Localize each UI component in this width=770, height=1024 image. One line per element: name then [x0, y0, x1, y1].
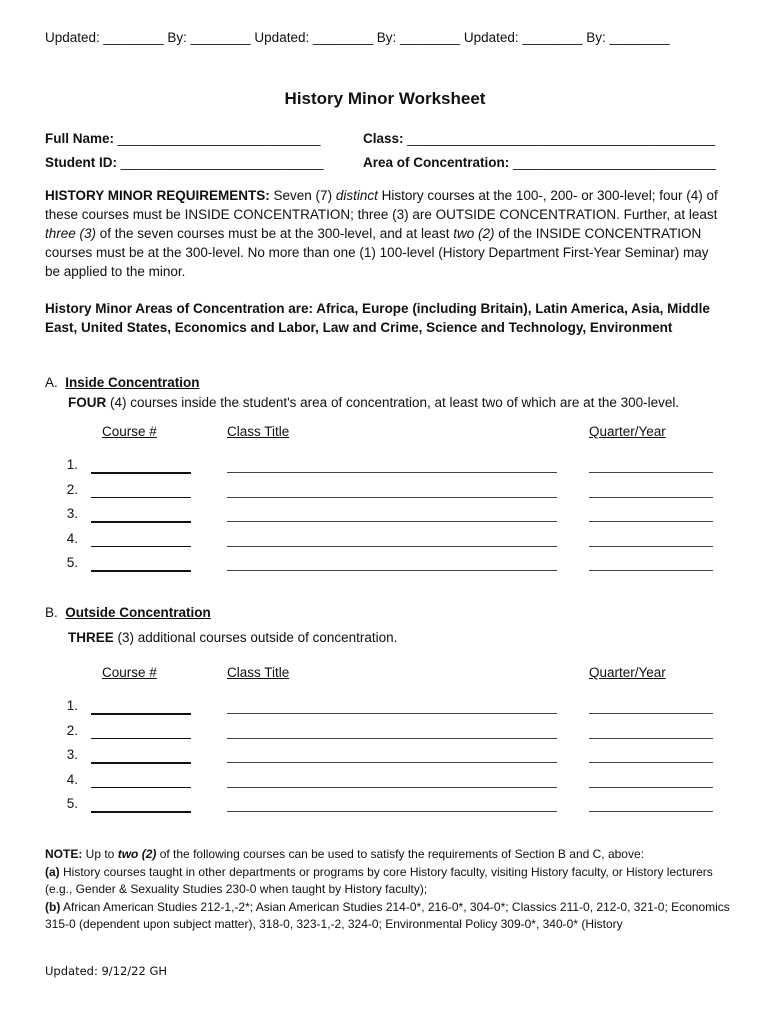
quarter-year-blank[interactable]	[589, 713, 713, 714]
area-of-concentration-field[interactable]	[363, 155, 716, 170]
section-a-letter: A.	[45, 375, 58, 390]
section-b-count: THREE	[68, 630, 114, 645]
quarter-year-blank[interactable]	[589, 738, 713, 739]
section-b-desc-text: (3) additional courses outside of concentration.	[113, 630, 398, 645]
note-item-a-label: (a)	[45, 864, 60, 879]
note-block	[45, 846, 735, 934]
quarter-year-blank[interactable]	[589, 497, 713, 498]
student-id-line: ___________________________	[120, 155, 324, 170]
quarter-year-blank[interactable]	[589, 472, 713, 473]
section-a-col-quarter: Quarter/Year	[589, 424, 666, 439]
section-a-title: Inside Concentration	[65, 375, 200, 390]
quarter-year-blank[interactable]	[589, 570, 713, 571]
row-number: 1.	[66, 457, 78, 472]
requirements-italic-1: distinct	[335, 188, 378, 203]
note-item-b-text: African American Studies 212-1,-2*; Asian American Studies 214-0*, 216-0*, 304-0*; Classics 211-0, 212-0, 321-0; Economics 315-0 (dependent upon subject matter), 318-0, 323-1,-2, 324-0; Environmental Policy 309-0*, 340-0* (History	[45, 899, 730, 931]
class-title-blank[interactable]	[227, 546, 557, 547]
note-text-1: Up to	[82, 847, 118, 861]
row-number: 3.	[66, 747, 78, 762]
class-title-blank[interactable]	[227, 762, 557, 763]
requirements-text-4: of the INSIDE CONCENTRATION courses must be at the 300-level. No more than one (1) 100-level (History Department First-Year Seminar) may be applied to the minor.	[45, 226, 709, 279]
revision-header: Updated: ________ By: ________ Updated: ________ By: ________ Updated: ________ By: ________	[45, 30, 670, 45]
course-number-blank[interactable]	[91, 713, 191, 715]
section-b-col-title: Class Title	[227, 665, 290, 680]
section-b-col-quarter: Quarter/Year	[589, 665, 666, 680]
class-title-blank[interactable]	[227, 472, 557, 473]
requirements-text-3: of the seven courses must be at the 300-level, and at least	[96, 226, 454, 241]
section-a-description	[68, 395, 679, 410]
area-line: ___________________________	[513, 155, 716, 170]
class-field[interactable]	[363, 131, 715, 146]
section-a-col-title: Class Title	[227, 424, 290, 439]
row-number: 2.	[66, 722, 78, 738]
row-number: 4.	[66, 530, 78, 546]
note-emphasis: two (2)	[117, 847, 157, 861]
page-title: History Minor Worksheet	[284, 89, 486, 108]
requirements-italic-2: three (3)	[45, 226, 97, 241]
section-b-heading	[45, 605, 211, 620]
course-number-blank[interactable]	[91, 521, 191, 523]
requirements-paragraph	[45, 186, 725, 281]
section-a-col-course: Course #	[102, 424, 157, 439]
section-b-description	[68, 630, 397, 645]
student-id-field[interactable]	[45, 155, 323, 170]
class-title-blank[interactable]	[227, 497, 557, 498]
student-id-label: Student ID:	[45, 155, 117, 170]
section-b-col-course: Course #	[102, 665, 157, 680]
full-name-line: ___________________________	[117, 131, 321, 146]
row-number: 4.	[66, 771, 78, 787]
row-number: 5.	[66, 796, 78, 811]
quarter-year-blank[interactable]	[589, 811, 713, 812]
row-number: 3.	[66, 506, 78, 521]
note-item-a	[45, 864, 735, 899]
course-number-blank[interactable]	[91, 762, 191, 764]
note-line	[45, 846, 735, 864]
full-name-field[interactable]	[45, 131, 321, 146]
course-number-blank[interactable]	[91, 811, 191, 813]
class-title-blank[interactable]	[227, 811, 557, 812]
course-number-blank[interactable]	[91, 546, 191, 548]
requirements-text-1: Seven (7)	[269, 188, 336, 203]
class-title-blank[interactable]	[227, 570, 557, 571]
requirements-text-2: History courses at the 100-, 200- or 300-level; four (4) of these courses must be INSIDE CONCENTRATION; three (3) are OUTSIDE CONCENTRATION. Further, at least	[45, 188, 718, 222]
section-a-desc-text: (4) courses inside the student's area of concentration, at least two of which are at the 300-level.	[106, 395, 680, 410]
course-number-blank[interactable]	[91, 472, 191, 474]
course-number-blank[interactable]	[91, 787, 191, 789]
row-number: 5.	[66, 555, 78, 570]
section-b-letter: B.	[45, 605, 58, 620]
row-number: 2.	[66, 481, 78, 497]
footer-updated: Updated: 9/12/22 GH	[45, 964, 168, 978]
quarter-year-blank[interactable]	[589, 762, 713, 763]
quarter-year-blank[interactable]	[589, 521, 713, 522]
class-title-blank[interactable]	[227, 787, 557, 788]
course-number-blank[interactable]	[91, 570, 191, 572]
course-number-blank[interactable]	[91, 497, 191, 499]
full-name-label: Full Name:	[45, 131, 115, 146]
requirements-italic-3: two (2)	[453, 226, 495, 241]
class-line: _________________________________________	[407, 131, 716, 146]
class-title-blank[interactable]	[227, 738, 557, 739]
areas-of-concentration: History Minor Areas of Concentration are: Africa, Europe (including Britain), Latin America, Asia, Middle East, United States, Economics and Labor, Law and Crime, Science and Technology, Environment	[45, 301, 710, 335]
class-title-blank[interactable]	[227, 521, 557, 522]
note-label: NOTE:	[45, 847, 83, 861]
area-label: Area of Concentration:	[363, 155, 510, 170]
quarter-year-blank[interactable]	[589, 546, 713, 547]
section-b-title: Outside Concentration	[65, 605, 211, 620]
note-item-b-label: (b)	[45, 899, 61, 914]
quarter-year-blank[interactable]	[589, 787, 713, 788]
requirements-label: HISTORY MINOR REQUIREMENTS:	[45, 188, 270, 203]
note-item-b	[45, 899, 735, 934]
note-text-2: of the following courses can be used to satisfy the requirements of Section B and C, above:	[156, 847, 644, 861]
row-number: 1.	[66, 698, 78, 713]
note-item-a-text: History courses taught in other departments or programs by core History faculty, visiting History faculty, or History lecturers (e.g., Gender & Sexuality Studies 230-0 when taught by History faculty);	[45, 864, 713, 896]
course-number-blank[interactable]	[91, 738, 191, 740]
section-a-count: FOUR	[68, 395, 107, 410]
section-a-heading	[45, 375, 200, 390]
class-title-blank[interactable]	[227, 713, 557, 714]
class-label: Class:	[363, 131, 404, 146]
